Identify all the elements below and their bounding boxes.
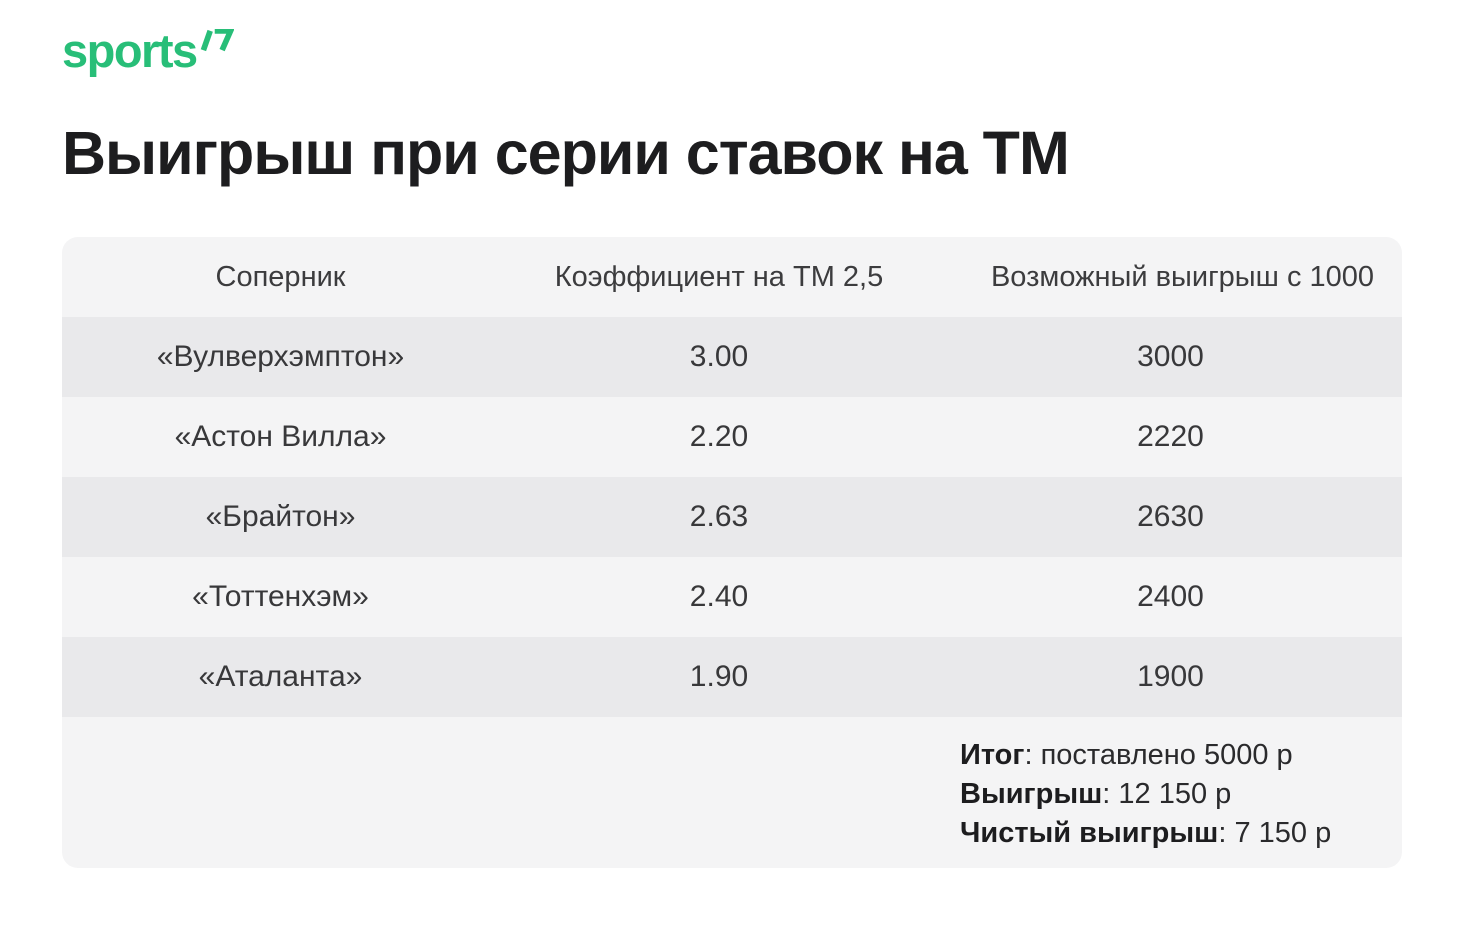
sports-logo-text: sports bbox=[62, 24, 197, 77]
summary-gross-win-label: Выигрыш bbox=[960, 778, 1103, 810]
summary-gross-win-value: : 12 150 р bbox=[1102, 778, 1232, 810]
table-summary bbox=[62, 717, 1402, 868]
odds-cell: 3.00 bbox=[689, 340, 749, 373]
odds-cell: 1.90 bbox=[689, 660, 749, 693]
summary-total-staked bbox=[960, 736, 1402, 775]
opponent-cell: «Аталанта» bbox=[198, 660, 363, 693]
summary-net-win-label: Чистый выигрыш bbox=[960, 817, 1219, 849]
win-cell: 1900 bbox=[1137, 660, 1204, 693]
column-header-odds: Коэффициент на ТМ 2,5 bbox=[554, 260, 884, 293]
table-row bbox=[62, 397, 1402, 477]
table-header-row bbox=[62, 237, 1402, 317]
sports-logo bbox=[62, 26, 1460, 78]
table-row bbox=[62, 477, 1402, 557]
opponent-cell: «Брайтон» bbox=[205, 500, 356, 533]
summary-total-staked-value: : поставлено 5000 р bbox=[1024, 739, 1293, 771]
odds-cell: 2.40 bbox=[689, 580, 749, 613]
opponent-cell: «Астон Вилла» bbox=[174, 420, 387, 453]
odds-cell: 2.63 bbox=[689, 500, 749, 533]
page-title: Выигрыш при серии ставок на ТМ bbox=[62, 119, 1069, 187]
summary-gross-win bbox=[960, 775, 1402, 814]
column-header-opponent: Соперник bbox=[215, 260, 346, 293]
win-cell: 2220 bbox=[1137, 420, 1204, 453]
win-cell: 2630 bbox=[1137, 500, 1204, 533]
table-row bbox=[62, 637, 1402, 717]
trend-up-arrow-icon bbox=[200, 29, 234, 52]
opponent-cell: «Вулверхэмптон» bbox=[156, 340, 405, 373]
win-cell: 2400 bbox=[1137, 580, 1204, 613]
table-row bbox=[62, 317, 1402, 397]
table-row bbox=[62, 557, 1402, 637]
summary-net-win-value: : 7 150 р bbox=[1218, 817, 1332, 849]
opponent-cell: «Тоттенхэм» bbox=[192, 580, 369, 613]
bets-table bbox=[62, 237, 1402, 868]
summary-total-staked-label: Итог bbox=[960, 739, 1025, 771]
odds-cell: 2.20 bbox=[689, 420, 749, 453]
column-header-possible-win: Возможный выигрыш с 1000 bbox=[990, 260, 1375, 293]
summary-net-win bbox=[960, 814, 1402, 853]
win-cell: 3000 bbox=[1137, 340, 1204, 373]
